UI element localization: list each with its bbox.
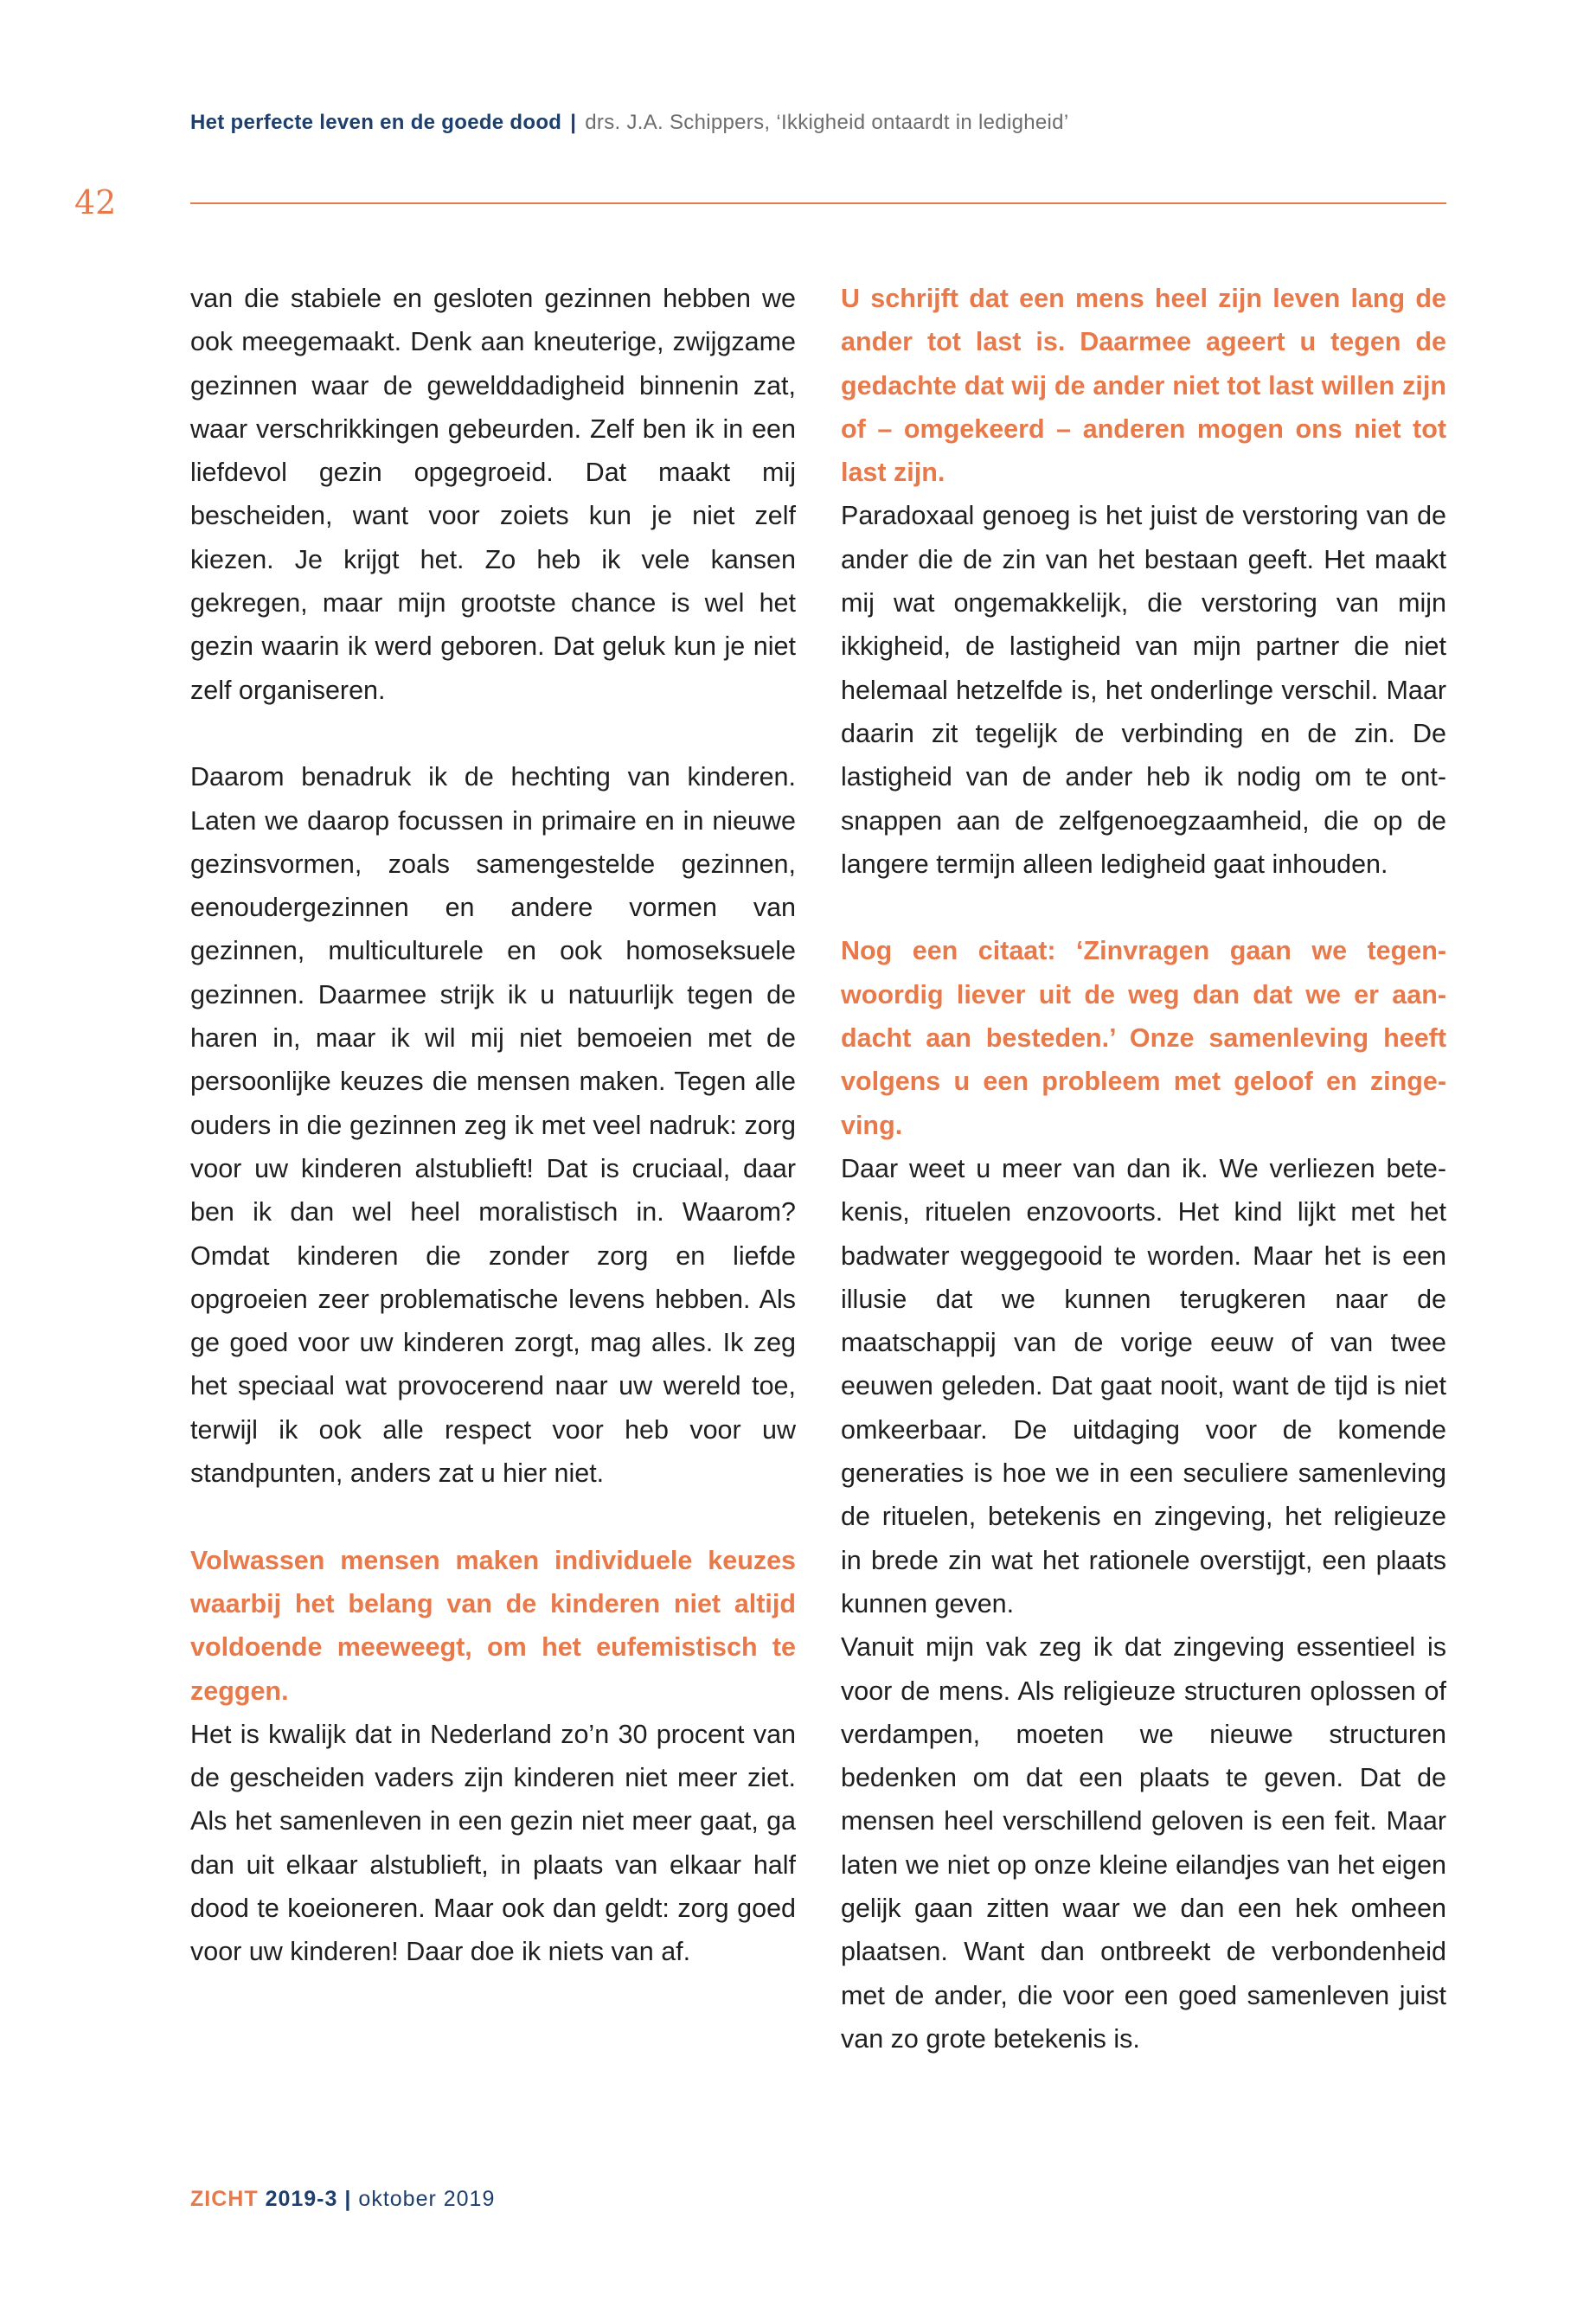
page-number: 42 [74,183,117,221]
interview-question: U schrijft dat een mens heel zijn leven lang de ander tot last is. Daarmee ageert u tegen de gedachte dat wij de ander niet tot last willen zijn of – omgekeerd – anderen mogen ons niet tot last zijn. [841,284,1446,488]
paragraph: Vanuit mijn vak zeg ik dat zingeving essentieel is voor de mens. Als religieuze structuren oplossen of verdampen, moeten we nieuwe structuren bedenken om dat een plaats te geven. Dat de mensen heel verschillend geloven is een feit. Maar laten we niet op onze kleine eilandjes van het eigen gelijk gaan zitten waar we dan een hek omheen plaatsen. Want dan ontbreekt de verbondenheid met de ander, die voor een goed samenleven juist van zo grote betekenis is. [841,1632,1446,2054]
paragraph: Het is kwalijk dat in Nederland zo’n 30 procent van de gescheiden vaders zijn kinderen niet meer ziet. Als het samenleven in een gezin niet meer gaat, ga dan uit elkaar alstublieft, in plaats van elkaar half dood te koeioneren. Maar ook dan geldt: zorg goed voor uw kinderen! Daar doe ik niets van af. [190,1719,796,1967]
running-footer [190,2187,495,2212]
header-title: Het perfecte leven en de goede dood [190,111,562,134]
paragraph: Daarom benadruk ik de hechting van kinderen. Laten we daarop focussen in primaire en in nieuwe gezinsvormen, zoals samengestelde gezinnen, eenoudergezinnen en andere vormen van gezinnen, multiculturele en ook homoseksuele gezinnen. Daarmee strijk ik u natuurlijk tegen de haren in, maar ik wil mij niet bemoeien met de persoonlijke keuzes die mensen maken. Tegen alle ouders in die gezinnen zeg ik met veel nadruk: zorg voor uw kinderen alstublieft! Dat is cruciaal, daar ben ik dan wel heel moralistisch in. Waarom? Omdat kinderen die zonder zorg en liefde opgroeien zeer problematische levens hebben. Als ge goed voor uw kinderen zorgt, mag alles. Ik zeg het speciaal wat provocerend naar uw wereld toe, terwijl ik ook alle respect voor heb voor uw standpunten, anders zat u hier niet. [190,762,796,1489]
header-subtitle: drs. J.A. Schippers, ‘Ikkigheid ontaardt in ledigheid’ [585,111,1069,134]
running-header [190,111,1068,135]
footer-date: oktober 2019 [358,2187,496,2211]
header-rule [190,202,1446,204]
footer-separator: | [344,2187,352,2211]
right-column [841,277,1446,2061]
interview-question: Nog een citaat: ‘Zinvragen gaan we tegenwoordig liever uit de weg dan dat we er aandacht aan besteden.’ Onze samenleving heeft volgens u een probleem met geloof en zingeving. [841,936,1446,1140]
footer-magazine: ZICHT [190,2187,259,2211]
paragraph: van die stabiele en gesloten gezinnen hebben we ook meegemaakt. Denk aan kneuterige, zwijgzame gezinnen waar de gewelddadigheid binnenin zat, waar verschrikkingen gebeurden. Zelf ben ik in een liefdevol gezin opgegroeid. Dat maakt mij bescheiden, want voor zoiets kun je niet zelf kiezen. Je krijgt het. Zo heb ik vele kansen gekregen, maar mijn grootste chance is wel het gezin waarin ik werd geboren. Dat geluk kun je niet zelf organiseren. [190,284,796,705]
header-separator: | [570,111,577,134]
interview-question: Volwassen mensen maken individuele keuzes waarbij het belang van de kinderen niet altijd voldoende meeweegt, om het eufemistisch te zeggen. [190,1545,796,1706]
paragraph: Paradoxaal genoeg is het juist de verstoring van de ander die de zin van het bestaan geeft. Het maakt mij wat ongemakkelijk, die verstoring van mijn ikkigheid, de lastigheid van mijn partner die niet helemaal hetzelfde is, het onderlinge verschil. Maar daarin zit tegelijk de verbinding en de zin. De lastigheid van de ander heb ik nodig om te ontsnappen aan de zelfgenoegzaamheid, die op de langere termijn alleen ledigheid gaat inhouden. [841,501,1446,879]
paragraph: Daar weet u meer van dan ik. We verliezen betekenis, rituelen enzovoorts. Het kind lijkt met het badwater weggegooid te worden. Maar het is een illusie dat we kunnen terugkeren naar de maatschappij van de vorige eeuw of van twee eeuwen geleden. Dat gaat nooit, want de tijd is niet omkeerbaar. De uitdaging voor de komende generaties is hoe we in een seculiere samenleving de rituelen, betekenis en zingeving, het religieuze in brede zin wat het rationele overstijgt, een plaats kunnen geven. [841,1153,1446,1618]
left-column [190,277,796,1974]
footer-issue: 2019-3 [265,2187,338,2211]
